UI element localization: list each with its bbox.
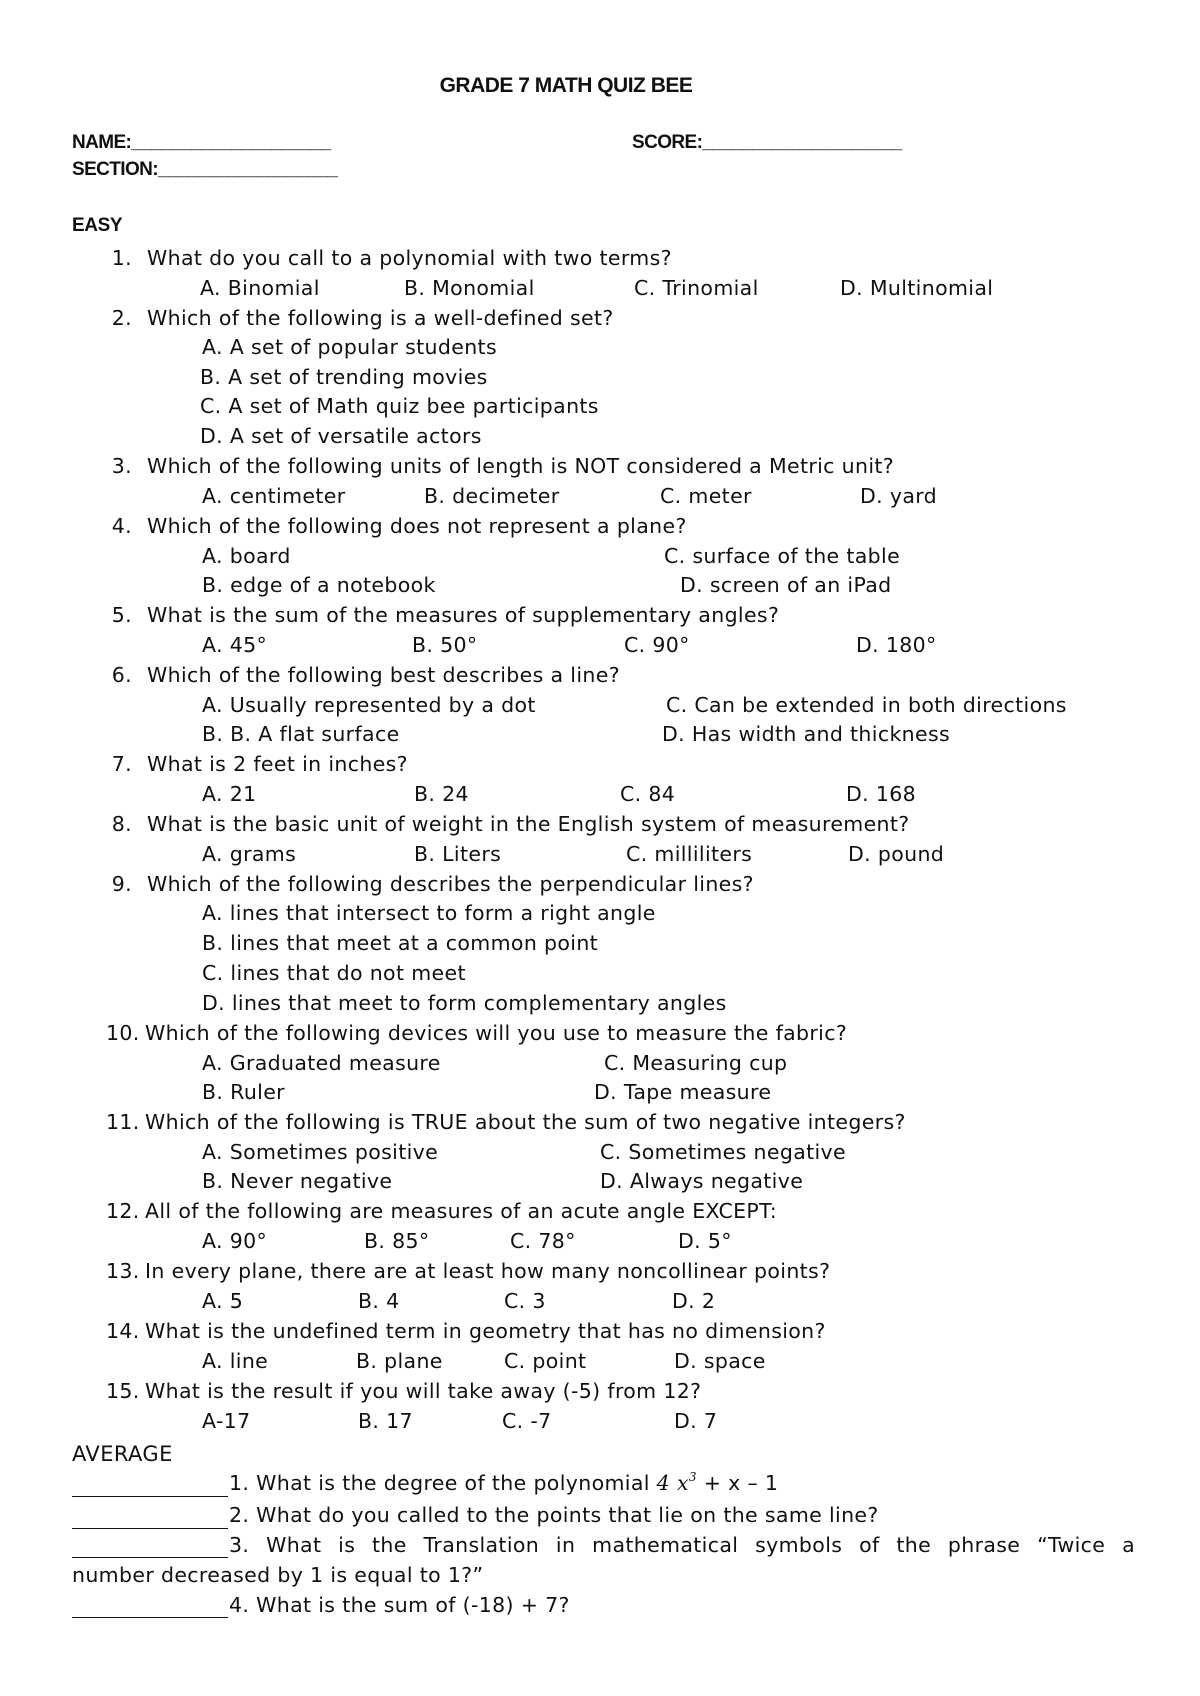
question-text: What is the undefined term in geometry that has no dimension?	[145, 1319, 826, 1343]
answer-blank-3[interactable]	[72, 1557, 228, 1558]
section-heading-easy: EASY	[72, 215, 123, 236]
score-field-label: SCORE:____________________	[632, 132, 902, 153]
choice-2a: A. A set of popular students	[202, 335, 497, 359]
choice-5c: C. 90°	[624, 633, 690, 657]
choice-8c: C. milliliters	[626, 842, 753, 866]
choice-10a: A. Graduated measure	[202, 1051, 441, 1075]
choice-14d: D. space	[674, 1349, 766, 1373]
polynomial-expression: 4 $x^3$	[656, 1470, 697, 1495]
question-text: What do you call to a polynomial with two terms?	[147, 246, 672, 270]
question-text: What is the result if you will take away (-5) from 12?	[145, 1379, 702, 1403]
choice-15c: C. -7	[502, 1409, 552, 1433]
question-text: Which of the following is a well-defined set?	[147, 306, 614, 330]
name-field-label: NAME:____________________	[72, 132, 331, 153]
question-text: Which of the following devices will you use to measure the fabric?	[145, 1021, 848, 1045]
question-text: Which of the following best describes a line?	[147, 663, 620, 687]
average-question-3-continuation: number decreased by 1 is equal to 1?”	[72, 1563, 484, 1587]
choice-12c: C. 78°	[510, 1229, 576, 1253]
choice-9d: D. lines that meet to form complementary angles	[202, 991, 727, 1015]
choice-10b: B. Ruler	[202, 1080, 285, 1104]
choice-9a: A. lines that intersect to form a right angle	[202, 901, 656, 925]
answer-blank-2[interactable]	[72, 1528, 228, 1529]
answer-blank-4[interactable]	[72, 1617, 228, 1618]
choice-4b: B. edge of a notebook	[202, 573, 436, 597]
choice-15b: B. 17	[358, 1409, 413, 1433]
choice-6a: A. Usually represented by a dot	[202, 693, 536, 717]
question-text: What is 2 feet in inches?	[147, 752, 408, 776]
choice-7a: A. 21	[202, 782, 257, 806]
average-question-2: 2. What do you called to the points that lie on the same line?	[229, 1503, 879, 1527]
question-text: Which of the following does not represent a plane?	[147, 514, 687, 538]
average-question-3: 3. What is the Translation in mathematical symbols of the phrase “Twice a	[229, 1533, 1135, 1557]
choice-2b: B. A set of trending movies	[200, 365, 488, 389]
question-text: Which of the following units of length is NOT considered a Metric unit?	[147, 454, 895, 478]
choice-1d: D. Multinomial	[840, 276, 994, 300]
choice-12b: B. 85°	[364, 1229, 430, 1253]
choice-5d: D. 180°	[856, 633, 937, 657]
choice-7b: B. 24	[414, 782, 469, 806]
question-text: Which of the following describes the perpendicular lines?	[147, 872, 754, 896]
choice-13c: C. 3	[504, 1289, 546, 1313]
section-heading-average: AVERAGE	[72, 1442, 173, 1466]
choice-14b: B. plane	[356, 1349, 443, 1373]
choice-5a: A. 45°	[202, 633, 268, 657]
question-text: Which of the following is TRUE about the sum of two negative integers?	[145, 1110, 906, 1134]
choice-8b: B. Liters	[414, 842, 502, 866]
choice-13a: A. 5	[202, 1289, 244, 1313]
choice-3d: D. yard	[860, 484, 938, 508]
choice-1b: B. Monomial	[404, 276, 535, 300]
answer-blank-1[interactable]	[72, 1496, 228, 1497]
choice-14a: A. line	[202, 1349, 269, 1373]
choice-6d: D. Has width and thickness	[662, 722, 951, 746]
choice-1a: A. Binomial	[200, 276, 320, 300]
section-field-label: SECTION:__________________	[72, 159, 338, 180]
question-text: What is the sum of the measures of supplementary angles?	[147, 603, 780, 627]
choice-3a: A. centimeter	[202, 484, 346, 508]
choice-5b: B. 50°	[412, 633, 478, 657]
choice-7c: C. 84	[620, 782, 676, 806]
choice-12a: A. 90°	[202, 1229, 268, 1253]
choice-4d: D. screen of an iPad	[680, 573, 892, 597]
choice-14c: C. point	[504, 1349, 587, 1373]
choice-11d: D. Always negative	[600, 1169, 804, 1193]
choice-13d: D. 2	[672, 1289, 716, 1313]
choice-4c: C. surface of the table	[664, 544, 901, 568]
page-title: GRADE 7 MATH QUIZ BEE	[439, 74, 693, 97]
choice-6c: C. Can be extended in both directions	[666, 693, 1067, 717]
question-text: All of the following are measures of an acute angle EXCEPT:	[145, 1199, 778, 1223]
choice-9c: C. lines that do not meet	[202, 961, 466, 985]
question-text: In every plane, there are at least how many noncollinear points?	[145, 1259, 831, 1283]
choice-1c: C. Trinomial	[634, 276, 759, 300]
choice-8a: A. grams	[202, 842, 297, 866]
choice-15a: A-17	[202, 1409, 251, 1433]
choice-3b: B. decimeter	[424, 484, 560, 508]
choice-10d: D. Tape measure	[594, 1080, 772, 1104]
choice-3c: C. meter	[660, 484, 752, 508]
choice-15d: D. 7	[674, 1409, 718, 1433]
average-question-1: 1. What is the degree of the polynomial 4 $x^3 + x - 1$	[229, 1470, 779, 1495]
choice-7d: D. 168	[846, 782, 917, 806]
choice-9b: B. lines that meet at a common point	[202, 931, 599, 955]
average-question-4: 4. What is the sum of (-18) + 7?	[229, 1593, 570, 1617]
choice-10c: C. Measuring cup	[604, 1051, 788, 1075]
choice-8d: D. pound	[848, 842, 945, 866]
choice-11b: B. Never negative	[202, 1169, 393, 1193]
choice-2c: C. A set of Math quiz bee participants	[200, 394, 599, 418]
choice-4a: A. board	[202, 544, 291, 568]
choice-11c: C. Sometimes negative	[600, 1140, 847, 1164]
choice-2d: D. A set of versatile actors	[200, 424, 482, 448]
choice-12d: D. 5°	[678, 1229, 732, 1253]
choice-11a: A. Sometimes positive	[202, 1140, 439, 1164]
choice-6b: B. B. A flat surface	[202, 722, 400, 746]
choice-13b: B. 4	[358, 1289, 400, 1313]
question-text: What is the basic unit of weight in the English system of measurement?	[147, 812, 910, 836]
